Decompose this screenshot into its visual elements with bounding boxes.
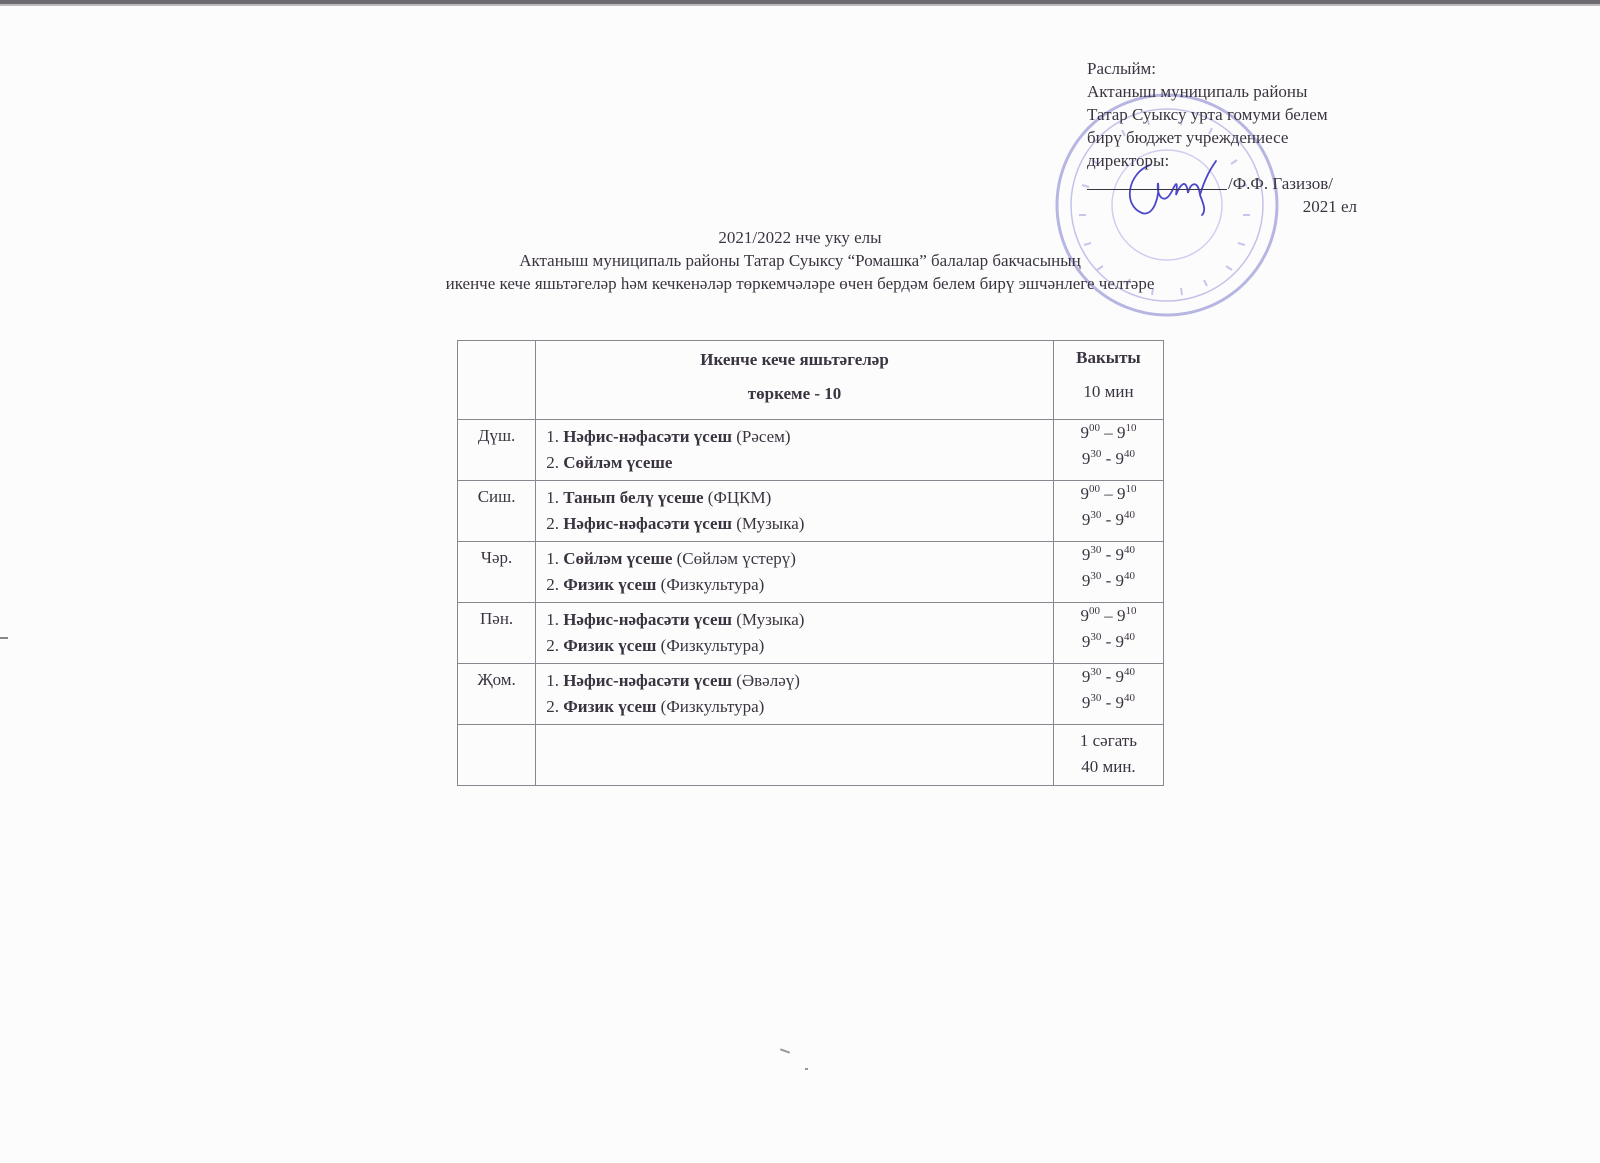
time-slot: $9^{30} - 9^{40}$ [1081,509,1136,529]
activity-item: 1. Нәфис-нәфасәти үсеш (Музыка) [546,610,805,629]
time-slot: $9^{30} - 9^{40}$ [1081,570,1136,590]
heading-academic-year: 2021/2022 нче уку елы [718,228,882,247]
document-heading [300,226,1300,295]
approval-block [1087,57,1417,218]
activity-item: 1. Нәфис-нәфасәти үсеш (Рәсем) [546,427,791,446]
heading-schedule-title: икенче кече яшьтәгеләр һәм кечкенәләр төркемчәләре өчен бердәм белем бирү эшчәнлеге челтәре [445,274,1155,293]
approval-year: 2021 ел [1302,197,1357,216]
approval-line-school: Татар Суыксу урта гомуми белем [1087,105,1328,124]
day-label: Сиш. [477,487,516,506]
approval-line-district: Актаныш муниципаль районы [1087,82,1308,101]
time-slot: $9^{30} - 9^{40}$ [1081,448,1136,468]
total-empty-activity-cell [536,725,1054,786]
table-row [458,420,1164,481]
table-row [458,603,1164,664]
approval-line-institution: бирү бюджет учреждениесе [1087,128,1289,147]
activity-item: 2. Нәфис-нәфасәти үсеш (Музыка) [546,514,805,533]
activity-item: 2. Сөйләм үсеше [546,453,673,472]
header-time-title: Вакыты [1076,348,1141,367]
table-header-row [458,341,1164,420]
total-empty-day-cell [458,725,536,786]
total-hours: 1 сәгать [1079,731,1137,750]
signatory-name: /Ф.Ф. Газизов/ [1228,174,1333,193]
schedule-table [457,340,1164,786]
header-group-name: Икенче кече яшьтәгеләр [700,350,889,369]
header-time-duration: 10 мин [1083,382,1134,401]
time-slot: $9^{30} - 9^{40}$ [1081,692,1136,712]
scan-speck [0,637,8,639]
table-row [458,481,1164,542]
scan-top-edge-shadow [0,4,1600,6]
day-label: Җом. [477,670,516,689]
time-slot: $9^{00} - 9^{10}$ [1080,422,1137,442]
activity-item: 1. Сөйләм үсеше (Сөйләм үстерү) [546,549,796,568]
table-total-row [458,725,1164,786]
approval-line-director: директоры: [1087,151,1170,170]
header-group-number: төркеме - 10 [747,384,842,403]
header-time-cell [1053,341,1163,420]
time-slot: $9^{00} - 9^{10}$ [1080,483,1137,503]
activity-item: 2. Физик үсеш (Физкультура) [546,697,765,716]
heading-kindergarten: Актаныш муниципаль районы Татар Суыксу “Ромашка” балалар бакчасының [519,251,1081,270]
time-slot: $9^{30} - 9^{40}$ [1081,666,1136,686]
signature-line [1087,172,1417,195]
header-day-cell [458,341,536,420]
scan-speck [780,1048,790,1053]
activity-item: 1. Танып белү үсеше (ФЦКМ) [546,488,772,507]
signature-blank [1087,189,1227,190]
table-row [458,664,1164,725]
scan-speck [805,1068,808,1070]
table-row [458,542,1164,603]
day-label: Пән. [480,609,514,628]
activity-item: 1. Нәфис-нәфасәти үсеш (Әвәләү) [546,671,800,690]
total-time-cell [1053,725,1163,786]
approval-title: Раслыйм: [1087,59,1157,78]
day-label: Дүш. [477,426,516,445]
time-slot: $9^{30} - 9^{40}$ [1081,544,1136,564]
header-group-cell [536,341,1054,420]
day-label: Чәр. [480,548,513,567]
time-slot: $9^{30} - 9^{40}$ [1081,631,1136,651]
activity-item: 2. Физик үсеш (Физкультура) [546,636,765,655]
total-minutes: 40 мин. [1081,757,1136,776]
activity-item: 2. Физик үсеш (Физкультура) [546,575,765,594]
time-slot: $9^{00} - 9^{10}$ [1080,605,1137,625]
